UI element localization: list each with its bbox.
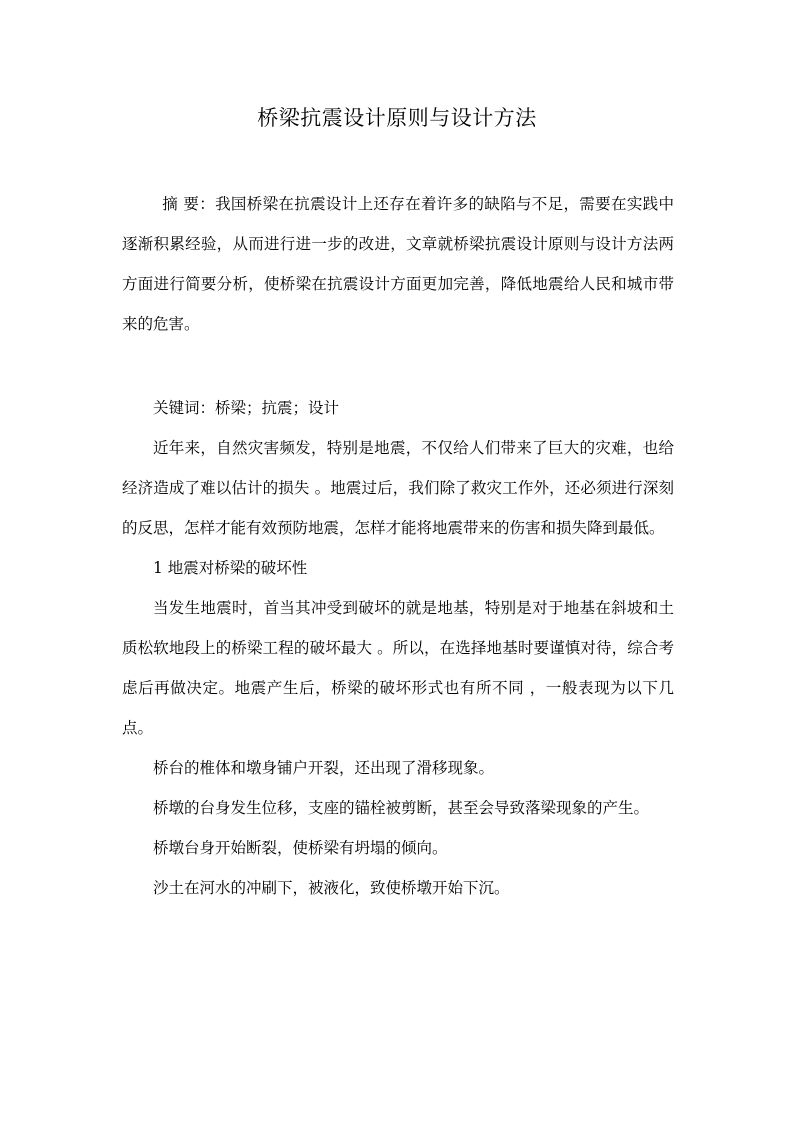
abstract-paragraph: 摘 要：我国桥梁在抗震设计上还存在着许多的缺陷与不足，需要在实践中逐渐积累经验，从而进行进一步的改进，文章就桥梁抗震设计原则与设计方法两方面进行简要分析，使桥梁在抗震设计方面更加完善，降低地震给人民和城市带来的危害。 <box>122 195 674 333</box>
document-title: 桥梁抗震设计原则与设计方法 <box>257 106 537 130</box>
spacer <box>122 344 674 388</box>
section-paragraph: 沙土在河水的冲刷下，被液化，致使桥墩开始下沉。 <box>153 879 510 897</box>
section-paragraph: 桥台的椎体和墩身铺户开裂，还出现了滑移现象。 <box>153 759 495 777</box>
section-paragraph: 当发生地震时，首当其冲受到破坏的就是地基，特别是对于地基在斜坡和土质松软地段上的桥梁工程的破坏最大 。所以，在选择地基时要谨慎对待，综合考虑后再做决定。地震产生后，桥梁的破坏形式也有所不同 ，一般表现为以下几点。 <box>122 599 674 737</box>
section-heading: 1 地震对桥梁的破坏性 <box>153 559 308 577</box>
section-paragraph: 桥墩台身开始断裂，使桥梁有坍塌的倾向。 <box>153 839 448 857</box>
section-paragraph: 桥墩的台身发生位移，支座的锚栓被剪断，甚至会导致落梁现象的产生。 <box>153 799 650 817</box>
keywords-line: 关键词：桥梁；抗震；设计 <box>153 399 340 417</box>
intro-paragraph: 近年来，自然灾害频发，特别是地震，不仅给人们带来了巨大的灾难，也给经济造成了难以估计的损失 。地震过后，我们除了救灾工作外，还必须进行深刻的反思，怎样才能有效预防地震，怎样才能将地震带来的伤害和损失降到最低。 <box>122 439 674 537</box>
document-body <box>122 184 674 908</box>
